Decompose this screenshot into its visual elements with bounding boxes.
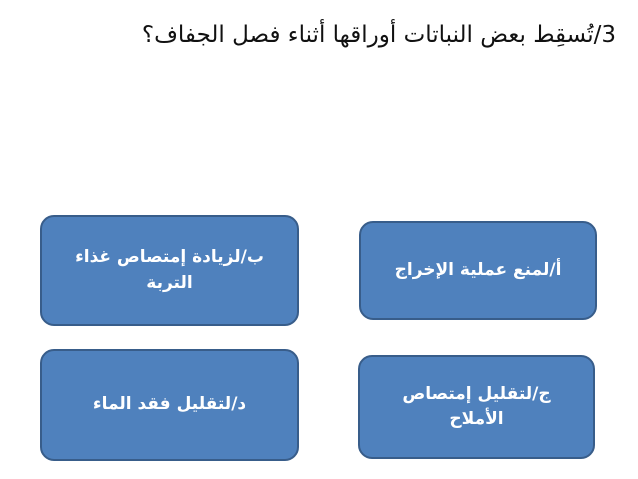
answer-option-d[interactable]: د/لتقليل فقد الماء (40, 349, 299, 461)
answer-option-b[interactable]: ب/لزيادة إمتصاص غذاء التربة (40, 215, 299, 326)
question-text: 3/تُسقِط بعض النباتات أوراقها أثناء فصل الجفاف؟ (141, 22, 616, 48)
answer-option-c[interactable]: ج/لتقليل إمتصاص الأملاح (358, 355, 595, 459)
answer-option-a[interactable]: أ/لمنع عملية الإخراج (359, 221, 597, 320)
